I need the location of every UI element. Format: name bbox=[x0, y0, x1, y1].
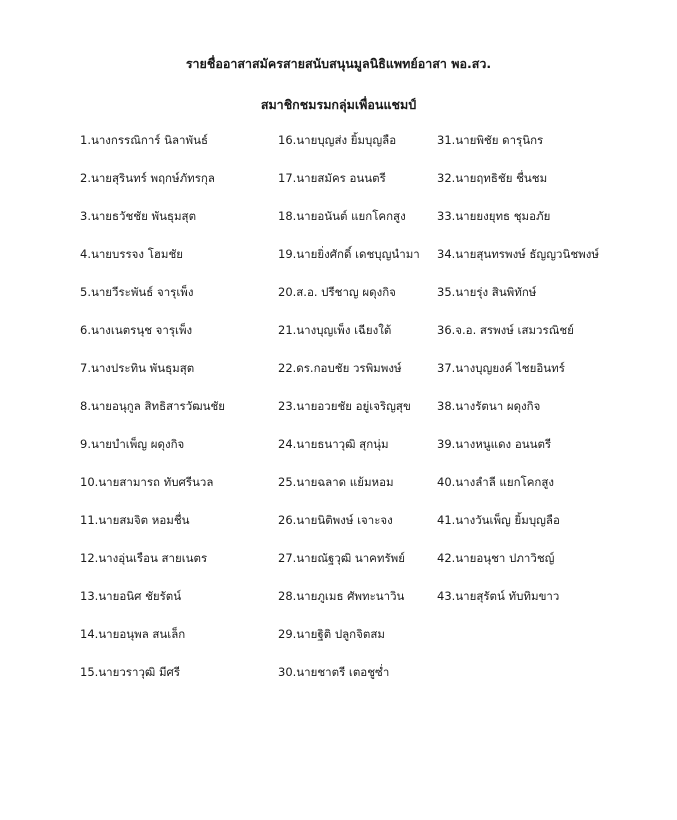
list-item: 33.นายยงยุทธ ชุมอภัย bbox=[437, 209, 551, 223]
list-item: 37.นางบุญยงค์ ไชยอินทร์ bbox=[437, 361, 565, 375]
list-item: 17.นายสมัคร อนนตรี bbox=[278, 171, 386, 185]
list-item: 15.นายวราวุฒิ มีศรี bbox=[80, 665, 180, 679]
list-item: 5.นายวีระพันธ์ จารุเพ็ง bbox=[80, 285, 194, 299]
list-item: 18.นายอนันต์ แยกโคกสูง bbox=[278, 209, 406, 223]
list-item: 12.นางอุ่นเรือน สายเนตร bbox=[80, 551, 208, 565]
list-item: 20.ส.อ. ปรีชาญ ผดุงกิจ bbox=[278, 285, 396, 299]
list-item: 21.นางบุญเพ็ง เฉียงใต้ bbox=[278, 323, 392, 337]
list-item: 39.นางหนูแดง อนนตรี bbox=[437, 437, 552, 451]
list-item: 34.นายสุนทรพงษ์ ธัญญวนิชพงษ์ bbox=[437, 247, 599, 261]
document-subtitle: สมาชิกชมรมกลุ่มเพื่อนแชมป์ bbox=[260, 97, 417, 112]
document-title: รายชื่ออาสาสมัครสายสนับสนุนมูลนิธิแพทย์อาสา พอ.สว. bbox=[185, 56, 492, 71]
list-item: 9.นายบำเพ็ญ ผดุงกิจ bbox=[80, 437, 185, 451]
list-item: 6.นางเนตรนุช จารุเพ็ง bbox=[80, 323, 193, 337]
name-column-1 bbox=[80, 126, 225, 696]
list-item: 4.นายบรรจง โฮมชัย bbox=[80, 247, 184, 261]
list-item: 35.นายรุ่ง สินพิทักษ์ bbox=[437, 285, 537, 299]
list-item: 29.นายฐิติ ปลูกจิตสม bbox=[278, 627, 385, 641]
list-item: 28.นายภูเมธ ศัพทะนาวิน bbox=[278, 589, 405, 603]
list-item: 36.จ.อ. สรพงษ์ เสมวรณิชย์ bbox=[437, 323, 574, 337]
list-item: 24.นายธนาวุฒิ สุกนุ่ม bbox=[278, 437, 389, 451]
list-item: 27.นายณัฐวุฒิ นาคทรัพย์ bbox=[278, 551, 405, 565]
name-column-3 bbox=[437, 126, 599, 620]
list-item: 30.นายชาตรี เตอชูซ่ำ bbox=[278, 665, 390, 679]
list-item: 31.นายพิชัย ดารุนิกร bbox=[437, 133, 544, 147]
list-item: 11.นายสมจิต หอมชื่น bbox=[80, 513, 190, 527]
list-item: 32.นายฤทธิชัย ชื่นชม bbox=[437, 171, 548, 185]
name-column-2 bbox=[278, 126, 420, 696]
list-item: 22.ดร.กอบชัย วรพิมพงษ์ bbox=[278, 361, 402, 375]
list-item: 1.นางกรรณิการ์ นิลาพันธ์ bbox=[80, 133, 208, 147]
list-item: 19.นายยิ่งศักดิ์ เดชบุญนำมา bbox=[278, 247, 420, 261]
list-item: 43.นายสุรัตน์ ทับทิมขาว bbox=[437, 589, 560, 603]
list-item: 26.นายนิติพงษ์ เจาะจง bbox=[278, 513, 393, 527]
list-item: 42.นายอนุชา ปภาวิชญ์ bbox=[437, 551, 555, 565]
list-item: 2.นายสุรินทร์ พฤกษ์ภัทรกุล bbox=[80, 171, 215, 185]
list-item: 41.นางวันเพ็ญ ยิ้มบุญลือ bbox=[437, 513, 560, 527]
list-item: 3.นายธวัชชัย พันธุมสุต bbox=[80, 209, 197, 223]
list-item: 10.นายสามารถ ทับศรีนวล bbox=[80, 475, 214, 489]
list-item: 25.นายฉลาด แย้มหอม bbox=[278, 475, 394, 489]
list-item: 38.นางรัตนา ผดุงกิจ bbox=[437, 399, 541, 413]
list-item: 13.นายอนิศ ชัยรัตน์ bbox=[80, 589, 182, 603]
list-item: 23.นายอวยชัย อยู่เจริญสุข bbox=[278, 399, 411, 413]
list-item: 14.นายอนุพล สนเล็ก bbox=[80, 627, 186, 641]
list-item: 16.นายบุญส่ง ยิ้มบุญลือ bbox=[278, 133, 397, 147]
list-item: 7.นางประทิน พันธุมสุต bbox=[80, 361, 195, 375]
list-item: 40.นางลำลี แยกโคกสูง bbox=[437, 475, 555, 489]
list-item: 8.นายอนุกูล สิทธิสารวัฒนชัย bbox=[80, 399, 225, 413]
